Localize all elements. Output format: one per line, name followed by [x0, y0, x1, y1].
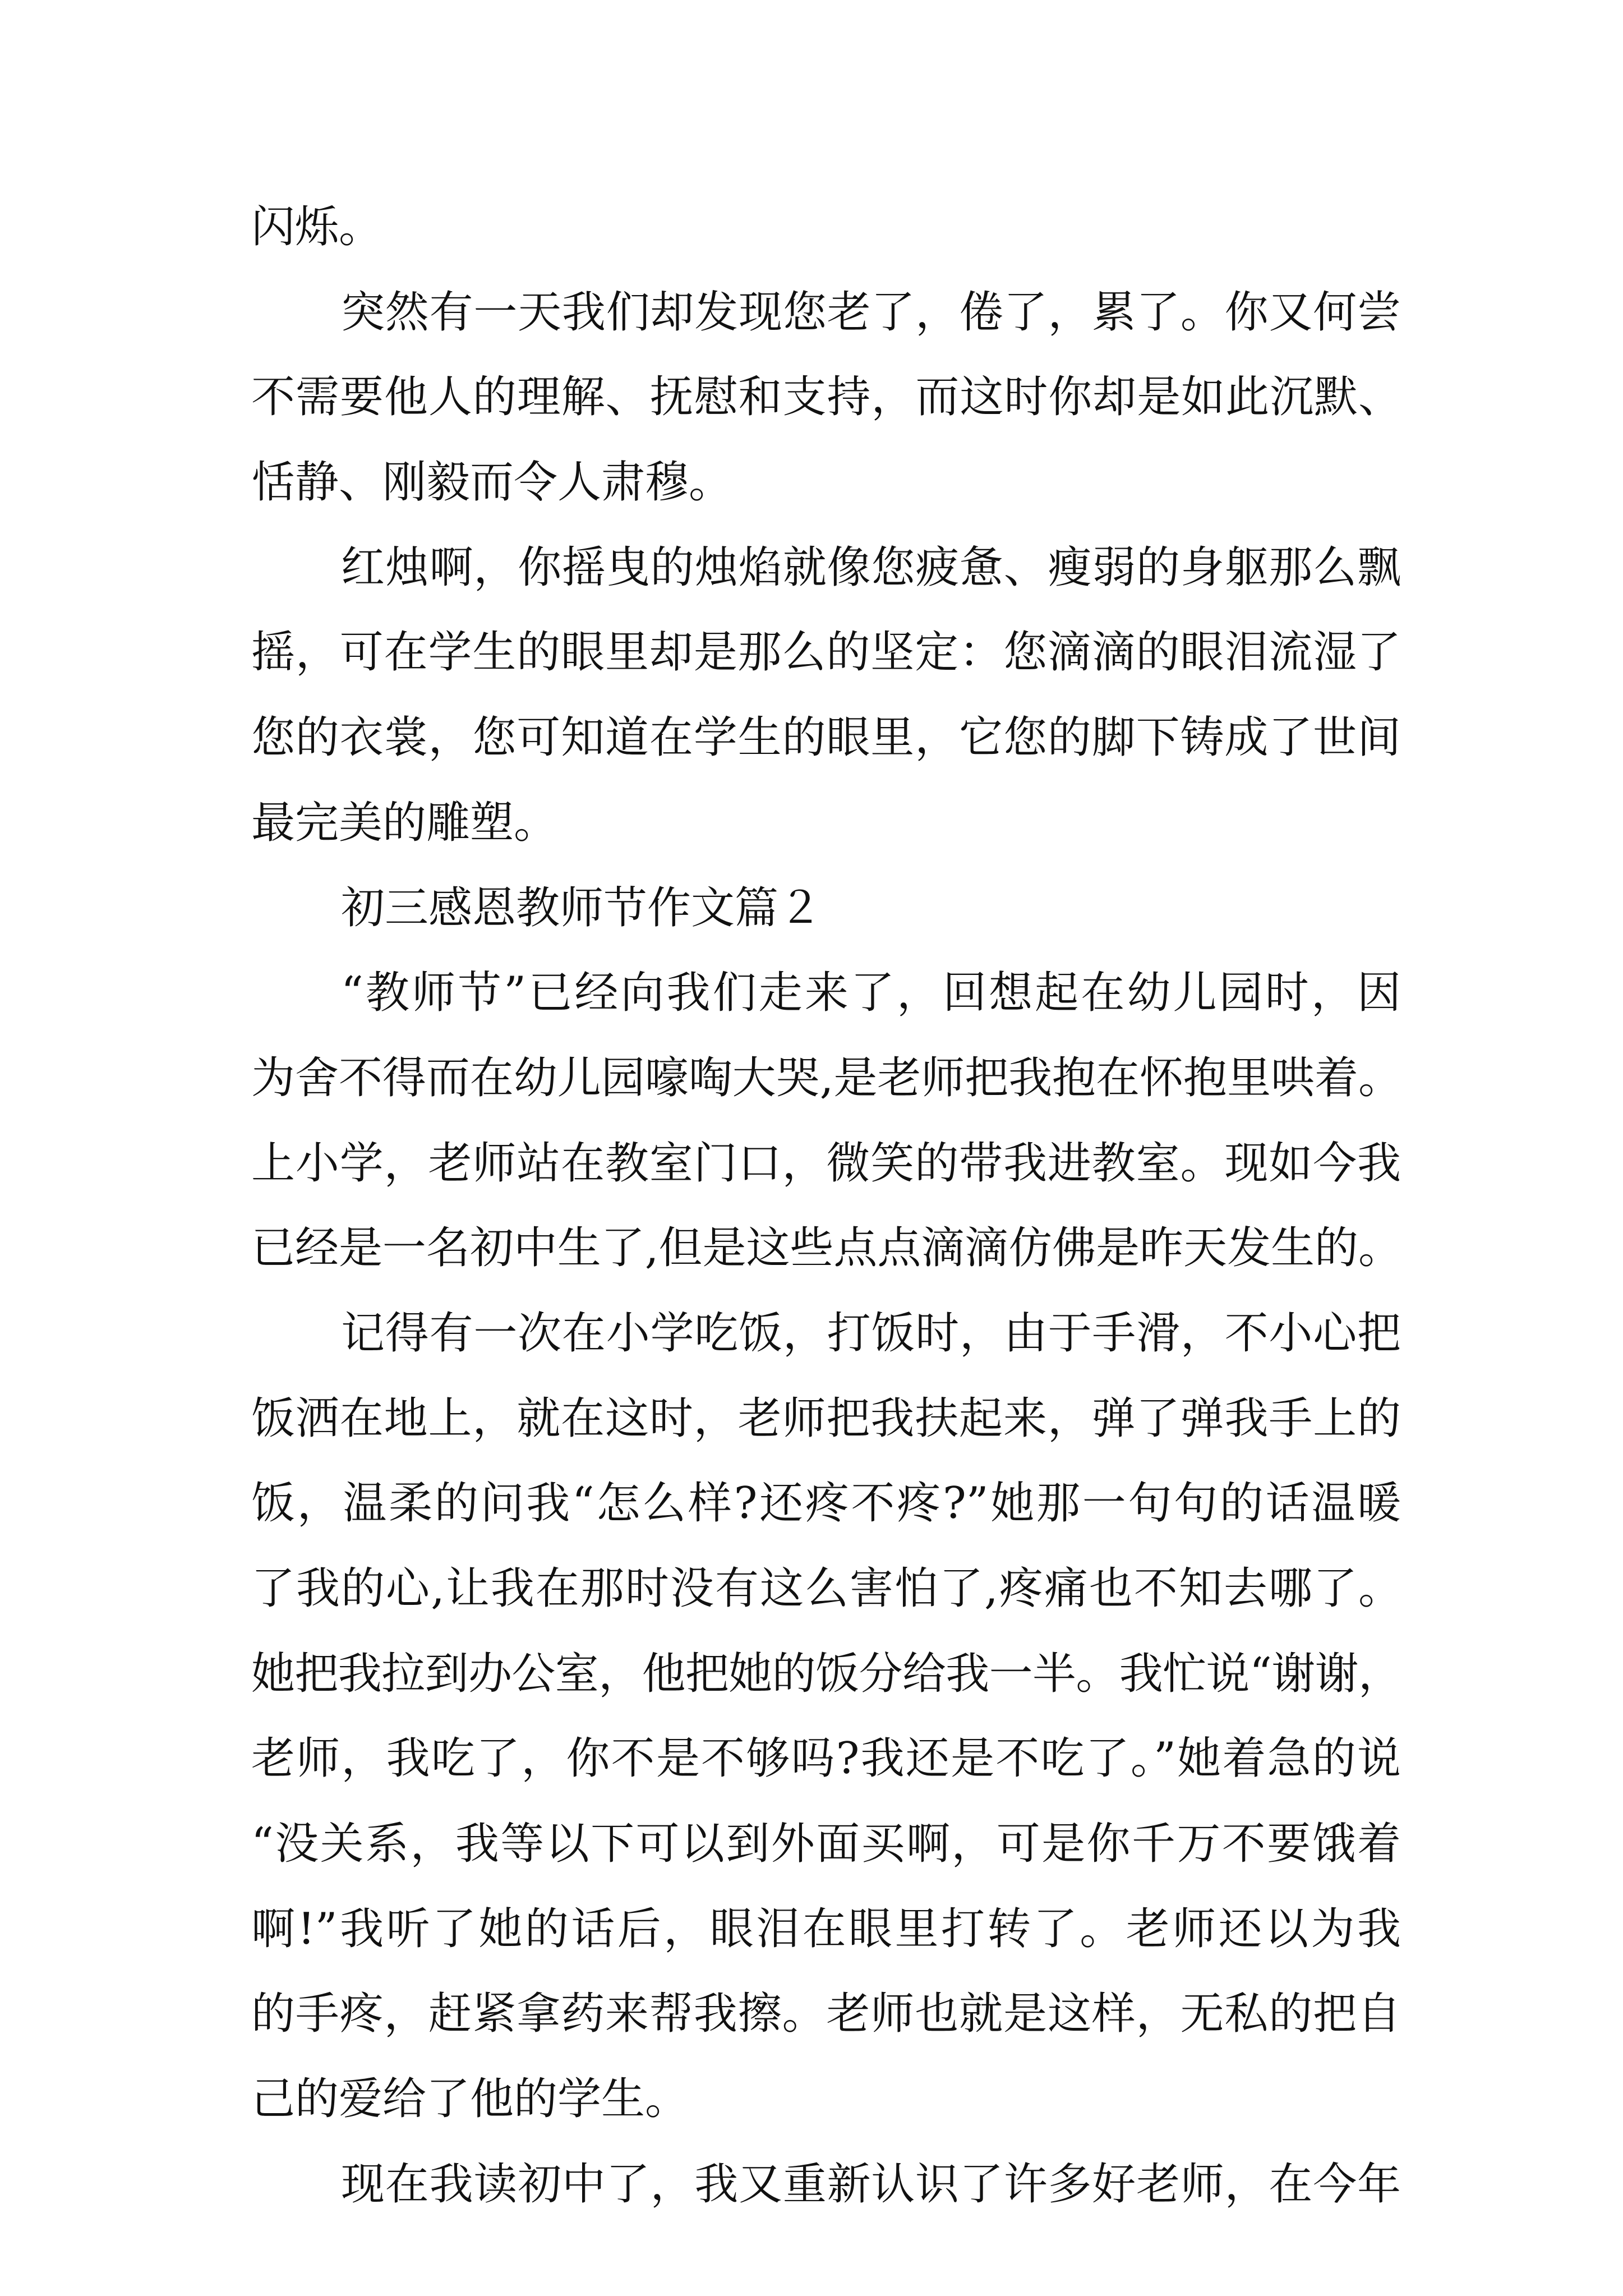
text-line: 了我的心,让我在那时没有这么害怕了,疼痛也不知去哪了。: [251, 1563, 1401, 1614]
text-line: 闪烁。: [251, 202, 383, 252]
text-line: 红烛啊，你摇曳的烛焰就像您疲惫、瘦弱的身躯那么飘: [341, 542, 1401, 593]
text-line: 饭，温柔的问我“怎么样?还疼不疼?”她那一句句的话温暖: [251, 1478, 1401, 1529]
section-heading: 初三感恩教师节作文篇２: [341, 882, 823, 933]
text-line: “教师节”已经向我们走来了，回想起在幼儿园时，因: [341, 968, 1401, 1019]
text-line: 饭洒在地上，就在这时，老师把我扶起来，弹了弹我手上的: [251, 1393, 1401, 1444]
text-line: 现在我读初中了，我又重新认识了许多好老师，在今年: [341, 2159, 1401, 2210]
text-line: 摇，可在学生的眼里却是那么的坚定：您滴滴的眼泪流湿了: [251, 627, 1401, 678]
text-line: “没关系，我等以下可以到外面买啊，可是你千万不要饿着: [251, 1819, 1401, 1870]
text-line: 记得有一次在小学吃饭，打饭时，由于手滑，不小心把: [341, 1308, 1401, 1359]
text-line: 您的衣裳，您可知道在学生的眼里，它您的脚下铸成了世间: [251, 712, 1401, 763]
text-line: 最完美的雕塑。: [251, 797, 558, 848]
text-line: 上小学，老师站在教室门口，微笑的带我进教室。现如今我: [251, 1138, 1401, 1189]
text-line: 突然有一天我们却发现您老了，倦了，累了。你又何尝: [341, 287, 1401, 338]
text-line: 不需要他人的理解、抚慰和支持，而这时你却是如此沉默、: [251, 372, 1401, 423]
text-line: 已经是一名初中生了,但是这些点点滴滴仿佛是昨天发生的。: [251, 1223, 1401, 1274]
text-line: 为舍不得而在幼儿园嚎啕大哭,是老师把我抱在怀抱里哄着。: [251, 1052, 1401, 1103]
text-line: 的手疼，赶紧拿药来帮我擦。老师也就是这样，无私的把自: [251, 1989, 1401, 2040]
essay-text: [251, 185, 1401, 2228]
text-line: 己的爱给了他的学生。: [251, 2074, 689, 2125]
text-line: 老师，我吃了，你不是不够吗?我还是不吃了。”她着急的说: [251, 1733, 1401, 1784]
text-line: 她把我拉到办公室，他把她的饭分给我一半。我忙说“谢谢，: [251, 1648, 1401, 1699]
text-line: 恬静、刚毅而令人肃穆。: [251, 457, 733, 508]
text-line: 啊!”我听了她的话后，眼泪在眼里打转了。老师还以为我: [251, 1903, 1401, 1954]
